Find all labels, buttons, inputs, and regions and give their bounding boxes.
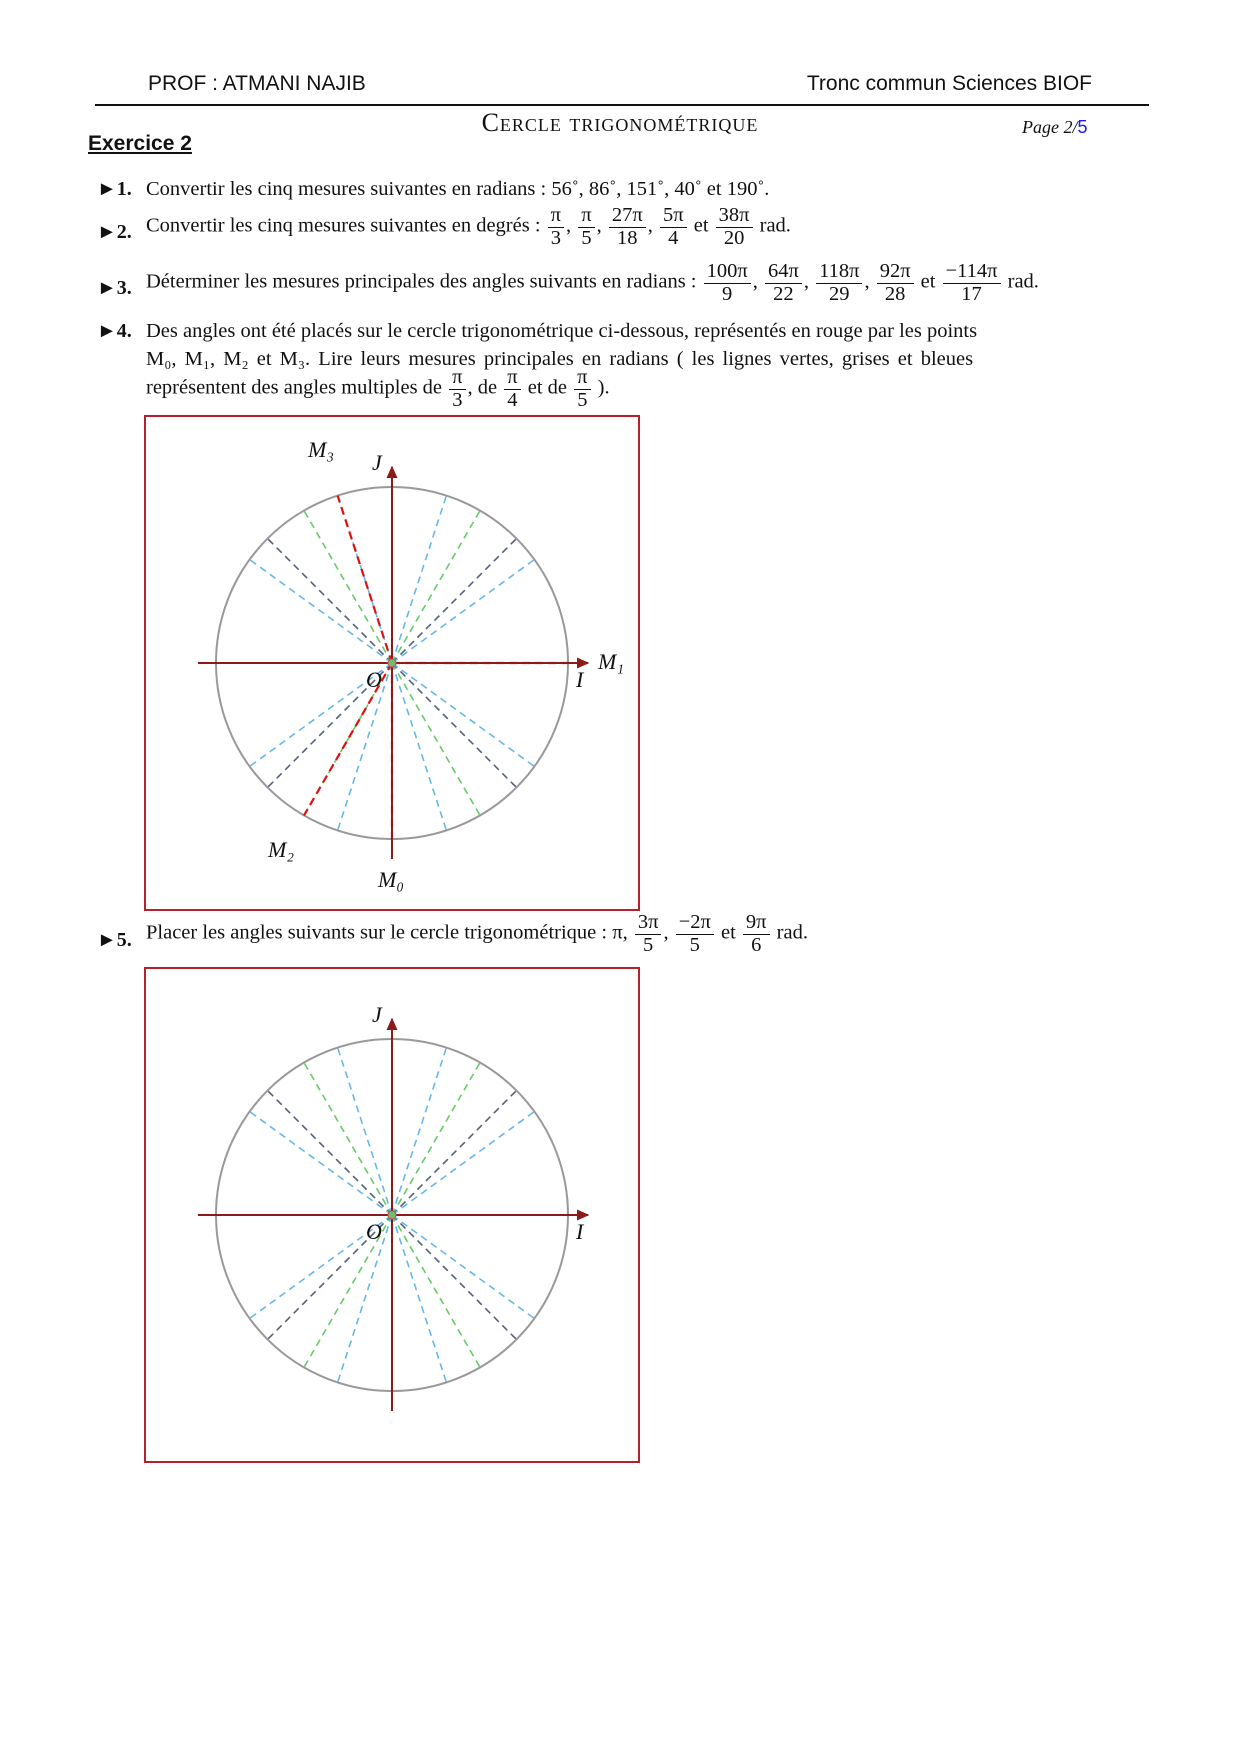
fraction: $\frac{-114\pi}{17}$: [943, 261, 1001, 305]
question-4: [0, 317, 1240, 417]
blue-guide-line: [392, 496, 446, 663]
trig-circle-figure-1: [146, 417, 638, 909]
question-line-2: M₀, M₁, M₂ et M₃. Lire leurs mesures principales en radians ( les lignes vertes, grises et bleues: [146, 348, 974, 370]
gray-guide-line: [268, 539, 392, 663]
origin-point: [388, 659, 396, 667]
label-o: O: [366, 1219, 382, 1244]
header-rule: [95, 104, 1149, 106]
page-title: Cercle trigonométrique: [481, 108, 759, 137]
fraction: $\frac{\pi}{3}$: [548, 205, 564, 249]
gray-guide-line: [392, 663, 516, 787]
fraction: $\frac{3\pi}{5}$: [635, 912, 662, 956]
question-2: [0, 205, 1240, 261]
fraction: $\frac{\pi}{5}$: [574, 367, 590, 411]
fraction: $\frac{\pi}{4}$: [504, 367, 520, 411]
green-guide-line: [392, 1215, 480, 1367]
gray-guide-line: [392, 539, 516, 663]
page-number: Page 2/5: [1022, 117, 1088, 137]
question-3: [0, 261, 1240, 317]
question-5: [0, 912, 1240, 970]
question-number: ►2.: [97, 221, 132, 243]
header-author: PROF : ATMANI NAJIB: [148, 72, 366, 95]
blue-guide-line: [392, 1048, 446, 1215]
label-m2: M₂: [268, 837, 294, 862]
blue-guide-line: [338, 1215, 392, 1382]
fraction: $\frac{118\pi}{29}$: [816, 261, 862, 305]
question-text: Convertir les cinq mesures suivantes en radians : 56˚, 86˚, 151˚, 40˚ et 190˚.: [146, 178, 770, 200]
fraction: $\frac{\pi}{5}$: [578, 205, 594, 249]
label-m1: M₁: [598, 649, 624, 674]
blue-guide-line: [250, 560, 392, 663]
trig-circle-figure-2: [146, 969, 638, 1461]
gray-guide-line: [392, 1091, 516, 1215]
fraction: $\frac{27\pi}{18}$: [609, 205, 646, 249]
fraction: $\frac{38\pi}{20}$: [716, 205, 753, 249]
blue-guide-line: [338, 1048, 392, 1215]
label-m3: M₃: [308, 437, 334, 462]
blue-guide-line: [392, 663, 446, 830]
blue-guide-line: [250, 1112, 392, 1215]
exercise-title: Exercice 2: [88, 132, 192, 155]
blue-guide-line: [392, 1215, 534, 1318]
question-text: Convertir les cinq mesures suivantes en degrés : $\frac{\pi}{3}$ , $\frac{\pi}{5}$ , $\frac{27\pi}{18}$ , $\frac{5\pi}{4}$ et $\frac{38\pi}{20}$ rad.: [146, 204, 791, 249]
blue-guide-line: [392, 1215, 446, 1382]
fraction: $\frac{9\pi}{6}$: [743, 912, 770, 956]
fraction: $\frac{\pi}{3}$: [449, 367, 465, 411]
blue-guide-line: [392, 560, 534, 663]
label-i: I: [576, 667, 584, 692]
question-number: ►4.: [97, 320, 132, 342]
origin-point: [388, 1211, 396, 1219]
green-guide-line: [304, 511, 392, 663]
question-text: Placer les angles suivants sur le cercle trigonométrique : π, $\frac{3\pi}{5}$ , $\frac{-2\pi}{5}$ et $\frac{9\pi}{6}$ rad.: [146, 911, 808, 956]
gray-guide-line: [392, 1215, 516, 1339]
green-guide-line: [392, 663, 480, 815]
green-guide-line: [392, 1063, 480, 1215]
fraction: $\frac{100\pi}{9}$: [704, 261, 751, 305]
question-line-3: représentent des angles multiples de $\frac{\pi}{3}$ , de $\frac{\pi}{4}$ et de $\frac{\pi}{5}$ ).: [146, 366, 610, 411]
question-1: [0, 175, 1240, 205]
label-j: J: [372, 450, 382, 475]
gray-guide-line: [268, 1091, 392, 1215]
green-guide-line: [392, 511, 480, 663]
fraction: $\frac{5\pi}{4}$: [660, 205, 687, 249]
figure-2-frame: [144, 967, 640, 1463]
question-number: ►1.: [97, 178, 132, 200]
header-course: Tronc commun Sciences BIOF: [806, 72, 1092, 95]
label-m0: M₀: [378, 867, 404, 892]
fraction: $\frac{64\pi}{22}$: [765, 261, 802, 305]
blue-guide-line: [392, 663, 534, 766]
label-o: O: [366, 667, 382, 692]
question-number: ►3.: [97, 277, 132, 299]
figure-1-frame: [144, 415, 640, 911]
blue-guide-line: [392, 1112, 534, 1215]
question-number: ►5.: [97, 929, 132, 951]
fraction: $\frac{92\pi}{28}$: [877, 261, 914, 305]
question-text: Déterminer les mesures principales des angles suivants en radians : $\frac{100\pi}{9}$ , $\frac{64\pi}{22}$ , $\frac{118\pi}{29}$ , $\frac{92\pi}{28}$ et $\frac{-114\pi}{17}$ rad.: [146, 260, 1039, 305]
label-i: I: [576, 1219, 584, 1244]
label-j: J: [372, 1002, 382, 1027]
question-line-1: Des angles ont été placés sur le cercle trigonométrique ci-dessous, représentés en rouge par les points: [146, 320, 978, 342]
fraction: $\frac{-2\pi}{5}$: [676, 912, 714, 956]
blue-guide-line: [338, 663, 392, 830]
green-guide-line: [304, 1063, 392, 1215]
